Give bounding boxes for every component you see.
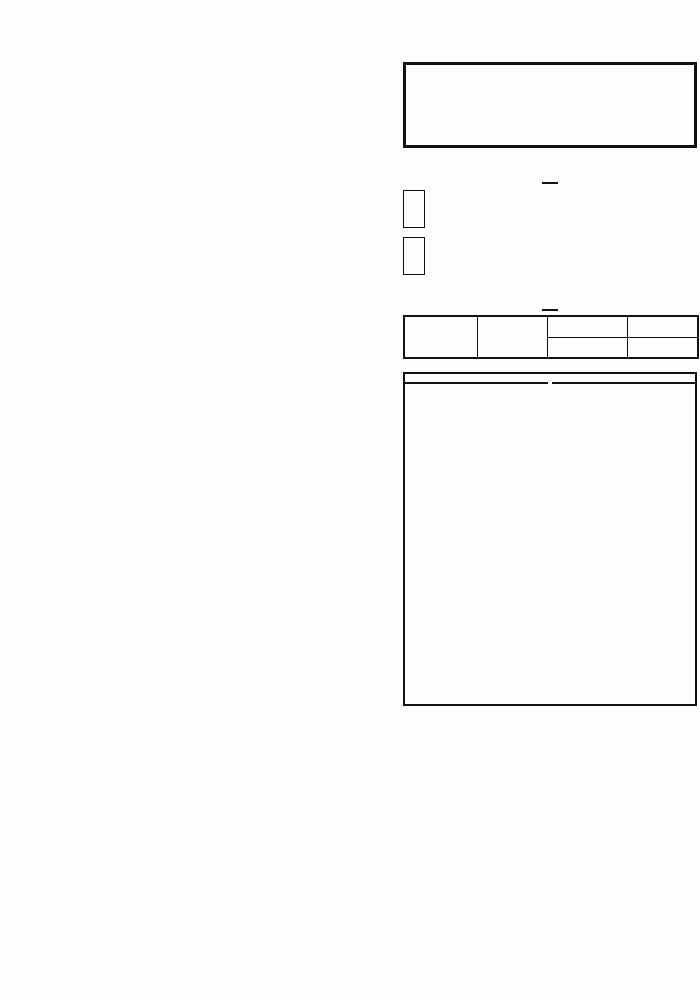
fee-header-rank (404, 316, 477, 358)
fee-header-member-bottom (547, 337, 627, 358)
short-short-drama-box (403, 372, 697, 706)
fee-header-corp-top (627, 316, 698, 337)
teaching-hours-heading (403, 161, 697, 181)
weekday-label (403, 190, 425, 228)
fee-header-general (477, 316, 547, 358)
fee-header-corp-bottom (627, 337, 698, 358)
right-column (403, 62, 697, 706)
go-board (429, 393, 634, 490)
drama-title-row (405, 382, 695, 384)
opening-hours-weekend (408, 104, 692, 136)
title-rule-right (552, 382, 695, 384)
go-board-diagram (429, 393, 634, 490)
teaching-hours-weekday-row (403, 190, 697, 228)
fees-heading (403, 288, 697, 308)
opening-hours-weekday (408, 72, 692, 104)
title-rule-left (405, 382, 548, 384)
weekend-label (403, 237, 425, 275)
teaching-hours-weekend-row (403, 237, 697, 275)
opening-hours-box (403, 62, 697, 148)
fee-table (403, 315, 699, 359)
fee-header-member-top (547, 316, 627, 337)
